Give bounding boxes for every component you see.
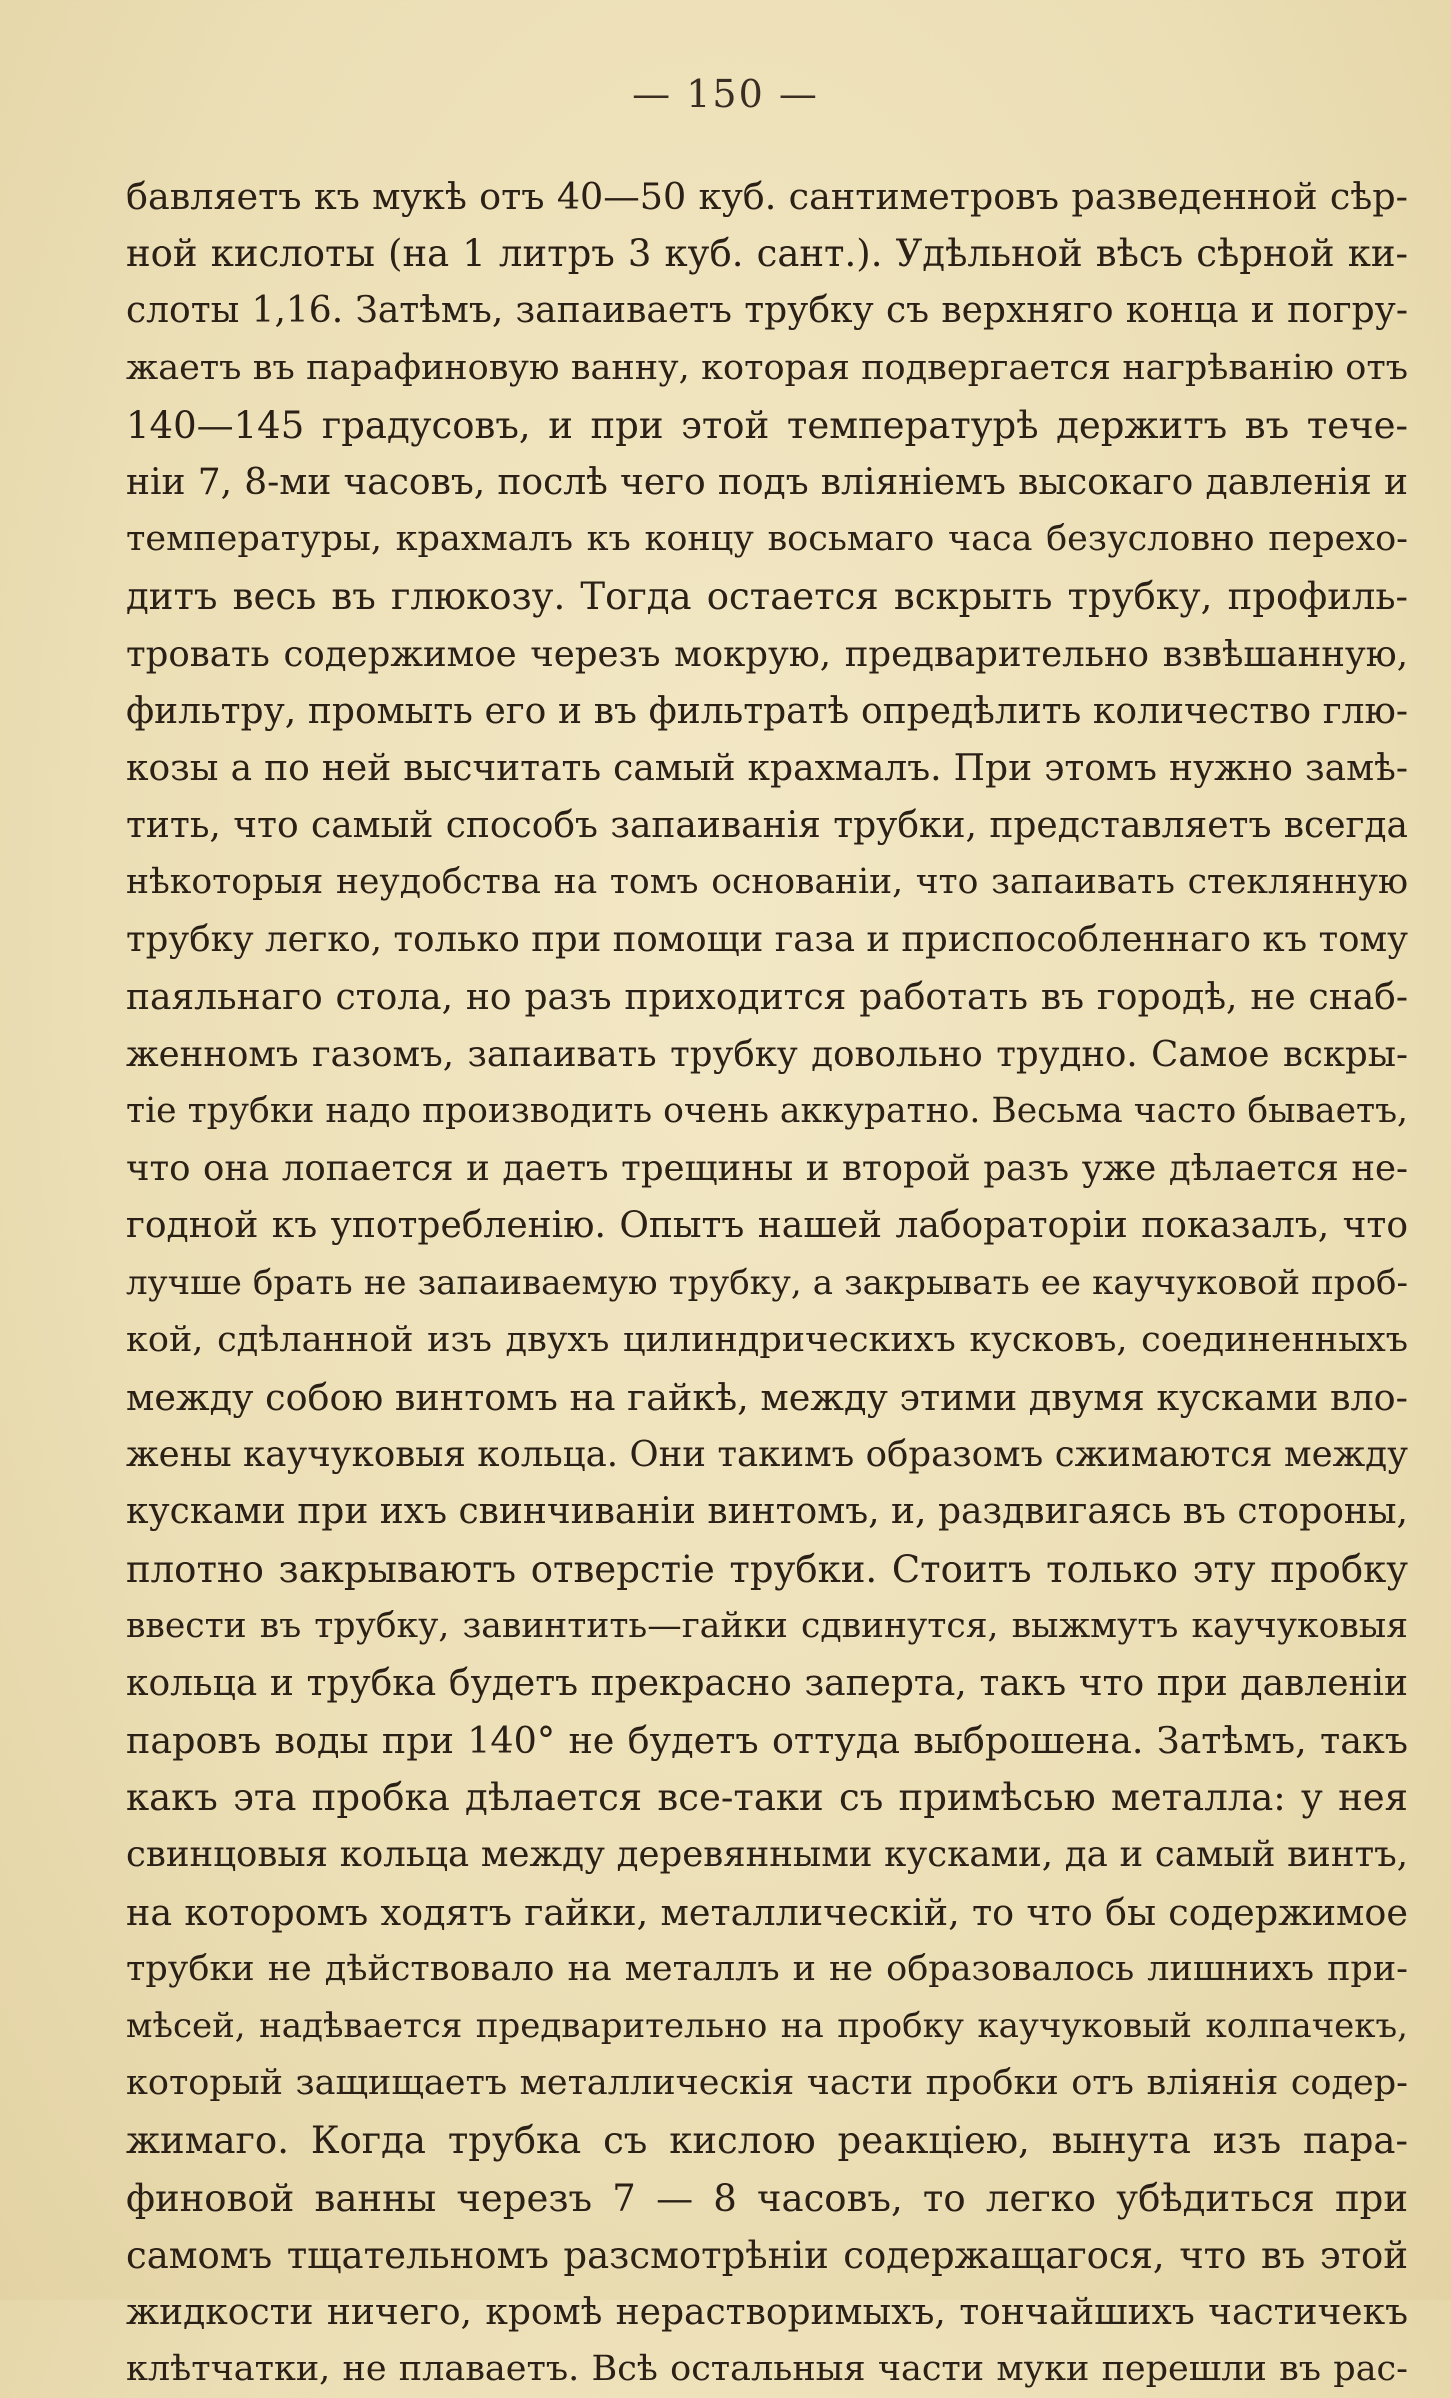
text-line: какъ эта пробка дѣлается все-таки съ примѣсью металла: у нея bbox=[126, 1776, 1408, 1820]
text-line: слоты 1,16. Затѣмъ, запаиваетъ трубку съ верхняго конца и погру- bbox=[126, 290, 1408, 332]
text-line: 140—145 градусовъ, и при этой температурѣ держитъ въ тече- bbox=[126, 403, 1408, 447]
text-line: что она лопается и даетъ трещины и второй разъ уже дѣлается не- bbox=[126, 1148, 1408, 1190]
text-line: бавляетъ къ мукѣ отъ 40—50 куб. сантиметровъ разведенной сѣр- bbox=[126, 175, 1408, 218]
text-line: ввести въ трубку, завинтить—гайки сдвинутся, выжмутъ каучуковыя bbox=[126, 1605, 1408, 1646]
text-line: свинцовыя кольца между деревянными кусками, да и самый винтъ, bbox=[126, 1834, 1408, 1876]
text-line: фильтру, промыть его и въ фильтратѣ опредѣлить количество глю- bbox=[126, 690, 1408, 732]
text-line: паяльнаго стола, но разъ приходится работать въ городѣ, не снаб- bbox=[126, 976, 1408, 1018]
body-text bbox=[126, 168, 1408, 2398]
text-line: лучше брать не запаиваемую трубку, а закрывать ее каучуковой проб- bbox=[126, 1262, 1408, 1303]
text-line: козы а по ней высчитать самый крахмалъ. При этомъ нужно замѣ- bbox=[126, 747, 1408, 789]
text-line: температуры, крахмалъ къ концу восьмаго часа безусловно перехо- bbox=[126, 519, 1408, 560]
text-line: самомъ тщательномъ разсмотрѣніи содержащагося, что въ этой bbox=[126, 2233, 1408, 2277]
page-number: — 150 — bbox=[632, 72, 819, 116]
text-line: тровать содержимое черезъ мокрую, предварительно взвѣшанную, bbox=[126, 633, 1408, 675]
text-line: клѣтчатки, не плаваетъ. Всѣ остальныя части муки перешли въ рас- bbox=[126, 2349, 1408, 2390]
text-line: ніи 7, 8-ми часовъ, послѣ чего подъ вліяніемъ высокаго давленія и bbox=[126, 461, 1408, 503]
text-line: жимаго. Когда трубка съ кислою реакціею, вынута изъ пара- bbox=[126, 2119, 1408, 2163]
text-line: на которомъ ходятъ гайки, металлическій, то что бы содержимое bbox=[126, 1890, 1408, 1934]
text-line: ной кислоты (на 1 литръ 3 куб. сант.). Удѣльной вѣсъ сѣрной ки- bbox=[126, 232, 1408, 276]
text-line: жены каучуковыя кольца. Они такимъ образомъ сжимаются между bbox=[126, 1434, 1408, 1476]
text-line: нѣкоторыя неудобства на томъ основаніи, что запаивать стеклянную bbox=[126, 862, 1408, 903]
text-line: жаетъ въ парафиновую ванну, которая подвергается нагрѣванію отъ bbox=[126, 347, 1408, 388]
text-line: который защищаетъ металлическія части пробки отъ вліянія содер- bbox=[126, 2063, 1408, 2104]
text-line: жидкости ничего, кромѣ нерастворимыхъ, тончайшихъ частичекъ bbox=[126, 2291, 1408, 2333]
text-line: трубки не дѣйствовало на металлъ и не образовалось лишнихъ при- bbox=[126, 1948, 1408, 1989]
text-line: трубку легко, только при помощи газа и приспособленнаго къ тому bbox=[126, 919, 1408, 961]
text-line: тить, что самый способъ запаиванія трубки, представляетъ всегда bbox=[126, 805, 1408, 847]
text-line: мѣсей, надѣвается предварительно на пробку каучуковый колпачекъ, bbox=[126, 2006, 1408, 2046]
text-line: между собою винтомъ на гайкѣ, между этими двумя кусками вло- bbox=[126, 1375, 1408, 1419]
text-line: тіе трубки надо производить очень аккуратно. Весьма часто бываетъ, bbox=[126, 1091, 1408, 1131]
text-line: паровъ воды при 140° не будетъ оттуда выброшена. Затѣмъ, такъ bbox=[126, 1719, 1408, 1763]
text-line: кольца и трубка будетъ прекрасно заперта, такъ что при давленіи bbox=[126, 1662, 1408, 1704]
text-line: плотно закрываютъ отверстіе трубки. Стоитъ только эту пробку bbox=[126, 1547, 1408, 1591]
text-line: годной къ употребленію. Опытъ нашей лабораторіи показалъ, что bbox=[126, 1205, 1408, 1247]
text-line: финовой ванны черезъ 7 — 8 часовъ, то легко убѣдиться при bbox=[126, 2176, 1408, 2220]
text-line: женномъ газомъ, запаивать трубку довольно трудно. Самое вскры- bbox=[126, 1033, 1408, 1075]
text-line: кой, сдѣланной изъ двухъ цилиндрическихъ кусковъ, соединенныхъ bbox=[126, 1319, 1408, 1360]
text-line: дитъ весь въ глюкозу. Тогда остается вскрыть трубку, профиль- bbox=[126, 575, 1408, 619]
text-line: кусками при ихъ свинчиваніи винтомъ, и, раздвигаясь въ стороны, bbox=[126, 1491, 1408, 1533]
